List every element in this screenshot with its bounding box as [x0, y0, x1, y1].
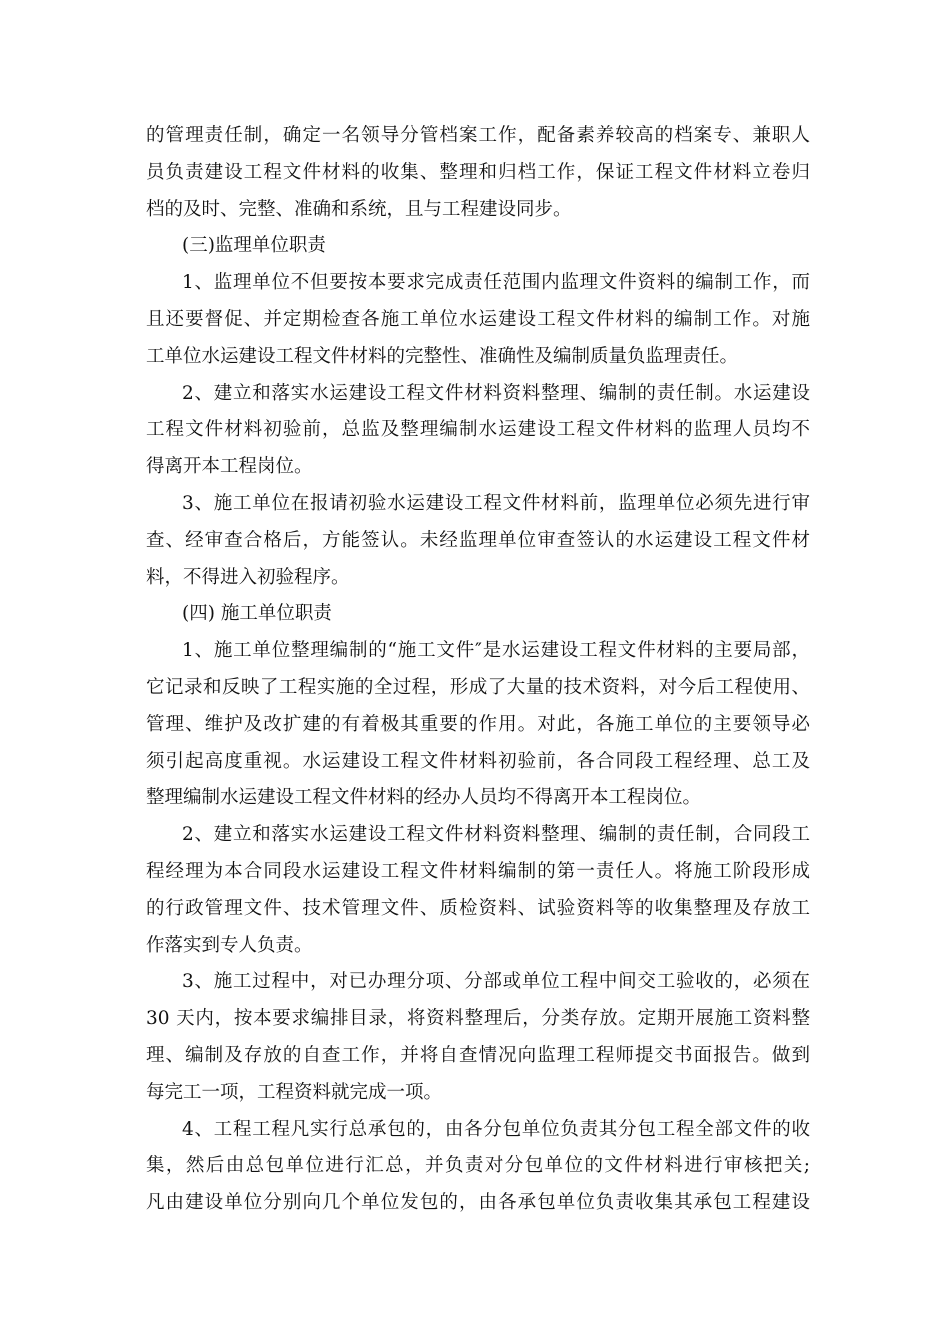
text-line: 工程文件材料初验前，总监及整理编制水运建设工程文件材料的监理人员均不 — [146, 419, 810, 441]
text-line: 档的及时、完整、准确和系统，且与工程建设同步。 — [146, 198, 572, 220]
text-line: 的管理责任制，确定一名领导分管档案工作，配备素养较高的档案专、兼职人 — [146, 125, 810, 146]
text-line: 查、经审查合格后，方能签认。未经监理单位审查签认的水运建设工程文件材 — [146, 529, 810, 551]
text-line: 整理编制水运建设工程文件材料的经办人员均不得离开本工程岗位。 — [146, 787, 702, 809]
text-line: 须引起高度重视。水运建设工程文件材料初验前，各合同段工程经理、总工及 — [146, 750, 810, 772]
text-line: 得离开本工程岗位。 — [146, 456, 313, 478]
text-line: 凡由建设单位分别向几个单位发包的，由各承包单位负责收集其承包工程建设 — [146, 1192, 810, 1214]
text-line: 1、施工单位整理编制的“施工文件″是水运建设工程文件材料的主要局部， — [182, 640, 810, 662]
text-line: 且还要督促、并定期检查各施工单位水运建设工程文件材料的编制工作。对施 — [146, 308, 810, 330]
text-line: 2、建立和落实水运建设工程文件材料资料整理、编制的责任制。水运建设 — [182, 382, 810, 404]
text-line: 料，不得进入初验程序。 — [146, 566, 350, 588]
text-line: 3、施工单位在报请初验水运建设工程文件材料前，监理单位必须先进行审 — [182, 492, 810, 514]
text-line: 员负责建设工程文件材料的收集、整理和归档工作，保证工程文件材料立卷归 — [146, 161, 810, 183]
text-line: (三)监理单位职责 — [182, 235, 326, 257]
text-line: 集，然后由总包单位进行汇总，并负责对分包单位的文件材料进行审核把关; — [146, 1155, 810, 1177]
text-line: 的行政管理文件、技术管理文件、质检资料、试验资料等的收集整理及存放工 — [146, 897, 810, 919]
text-line: 它记录和反映了工程实施的全过程，形成了大量的技术资料，对今后工程使用、 — [146, 676, 810, 698]
text-line: 作落实到专人负责。 — [146, 934, 313, 956]
text-line: 3、施工过程中，对已办理分项、分部或单位工程中间交工验收的，必须在 — [182, 971, 810, 993]
text-line: 30 天内，按本要求编排目录，将资料整理后，分类存放。定期开展施工资料整 — [146, 1008, 810, 1030]
text-line: (四) 施工单位职责 — [182, 603, 332, 625]
text-line: 程经理为本合同段水运建设工程文件材料编制的第一责任人。将施工阶段形成 — [146, 860, 810, 882]
text-line: 每完工一项，工程资料就完成一项。 — [146, 1081, 443, 1103]
text-line: 1、监理单位不但要按本要求完成责任范围内监理文件资料的编制工作，而 — [182, 272, 810, 294]
text-line: 工单位水运建设工程文件材料的完整性、准确性及编制质量负监理责任。 — [146, 345, 739, 367]
text-line: 2、建立和落实水运建设工程文件材料资料整理、编制的责任制，合同段工 — [182, 824, 810, 846]
text-line: 理、编制及存放的自查工作，并将自查情况向监理工程师提交书面报告。做到 — [146, 1044, 810, 1066]
text-line: 管理、维护及改扩建的有着极其重要的作用。对此，各施工单位的主要领导必 — [146, 713, 810, 735]
text-line: 4、工程工程凡实行总承包的，由各分包单位负责其分包工程全部文件的收 — [182, 1118, 810, 1140]
document-body — [146, 118, 810, 1222]
